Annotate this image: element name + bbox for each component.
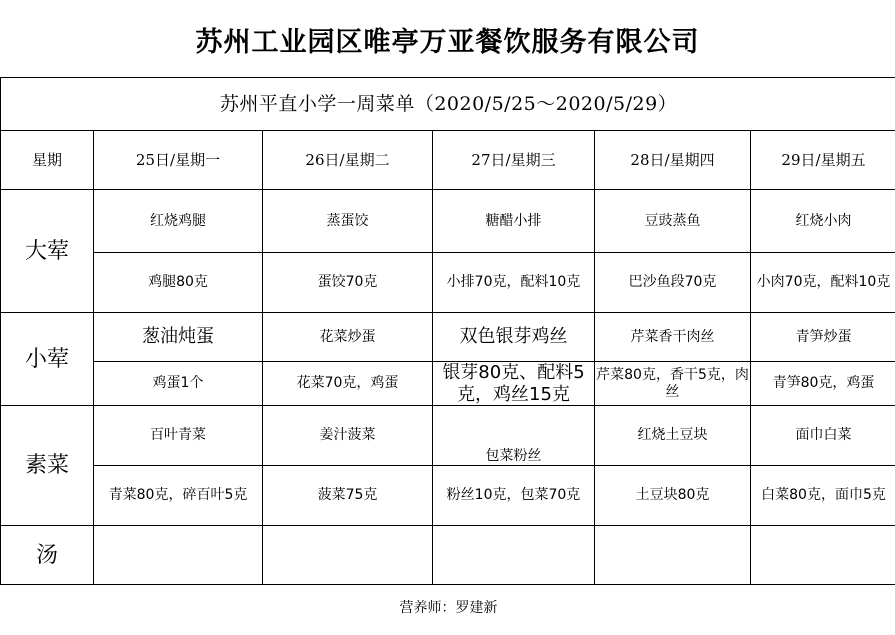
table-row <box>1 526 895 585</box>
dish-cell: 双色银芽鸡丝 <box>433 313 595 362</box>
nutritionist-note: 营养师：罗建新 <box>1 585 895 633</box>
ingredient-cell: 菠菜75克 <box>263 466 433 526</box>
ingredient-cell: 土豆块80克 <box>595 466 751 526</box>
ingredient-cell: 蛋饺70克 <box>263 253 433 313</box>
dish-cell: 蒸蛋饺 <box>263 190 433 253</box>
day-header: 25日/星期一 <box>94 131 263 190</box>
category-label-sucai: 素菜 <box>1 406 94 526</box>
ingredient-cell: 小肉70克，配料10克 <box>751 253 895 313</box>
category-label-xiaohun: 小荤 <box>1 313 94 406</box>
header-row <box>1 131 895 190</box>
table-row <box>1 313 895 362</box>
day-header: 27日/星期三 <box>433 131 595 190</box>
menu-subtitle: 苏州平直小学一周菜单（2020/5/25～2020/5/29） <box>1 78 895 131</box>
day-header: 28日/星期四 <box>595 131 751 190</box>
dish-cell: 花菜炒蛋 <box>263 313 433 362</box>
table-row <box>1 406 895 466</box>
dish-cell: 面巾白菜 <box>751 406 895 466</box>
day-header: 29日/星期五 <box>751 131 895 190</box>
table-row <box>1 362 895 406</box>
dish-cell: 红烧土豆块 <box>595 406 751 466</box>
day-header: 26日/星期二 <box>263 131 433 190</box>
empty-cell <box>751 526 895 585</box>
category-label-dahun: 大荤 <box>1 190 94 313</box>
table-row <box>1 466 895 526</box>
dish-cell: 豆豉蒸鱼 <box>595 190 751 253</box>
table-row <box>1 190 895 253</box>
dish-cell: 姜汁菠菜 <box>263 406 433 466</box>
weekday-label: 星期 <box>1 131 94 190</box>
table-row <box>1 253 895 313</box>
ingredient-text: 银芽80克、配料5克，鸡丝15克 <box>442 362 585 405</box>
ingredient-cell: 白菜80克，面巾5克 <box>751 466 895 526</box>
dish-cell: 青笋炒蛋 <box>751 313 895 362</box>
company-title: 苏州工业园区唯亭万亚餐饮服务有限公司 <box>195 26 700 58</box>
ingredient-cell: 青笋80克，鸡蛋 <box>751 362 895 406</box>
ingredient-cell: 粉丝10克，包菜70克 <box>433 466 595 526</box>
dish-cell: 糖醋小排 <box>433 190 595 253</box>
ingredient-cell: 花菜70克，鸡蛋 <box>263 362 433 406</box>
empty-cell <box>595 526 751 585</box>
category-label-tang: 汤 <box>1 526 94 585</box>
dish-cell: 包菜粉丝 <box>433 406 595 466</box>
ingredient-cell: 鸡蛋1个 <box>94 362 263 406</box>
dish-cell: 红烧鸡腿 <box>94 190 263 253</box>
ingredient-cell: 巴沙鱼段70克 <box>595 253 751 313</box>
ingredient-cell: 青菜80克，碎百叶5克 <box>94 466 263 526</box>
empty-cell <box>263 526 433 585</box>
dish-cell: 芹菜香干肉丝 <box>595 313 751 362</box>
ingredient-cell: 鸡腿80克 <box>94 253 263 313</box>
weekly-menu-table <box>0 77 895 633</box>
dish-cell: 百叶青菜 <box>94 406 263 466</box>
ingredient-cell: 小排70克，配料10克 <box>433 253 595 313</box>
ingredient-cell: 芹菜80克，香干5克，肉丝 <box>595 362 751 406</box>
dish-cell: 红烧小肉 <box>751 190 895 253</box>
dish-cell: 葱油炖蛋 <box>94 313 263 362</box>
empty-cell <box>94 526 263 585</box>
empty-cell <box>433 526 595 585</box>
ingredient-cell <box>433 362 595 406</box>
